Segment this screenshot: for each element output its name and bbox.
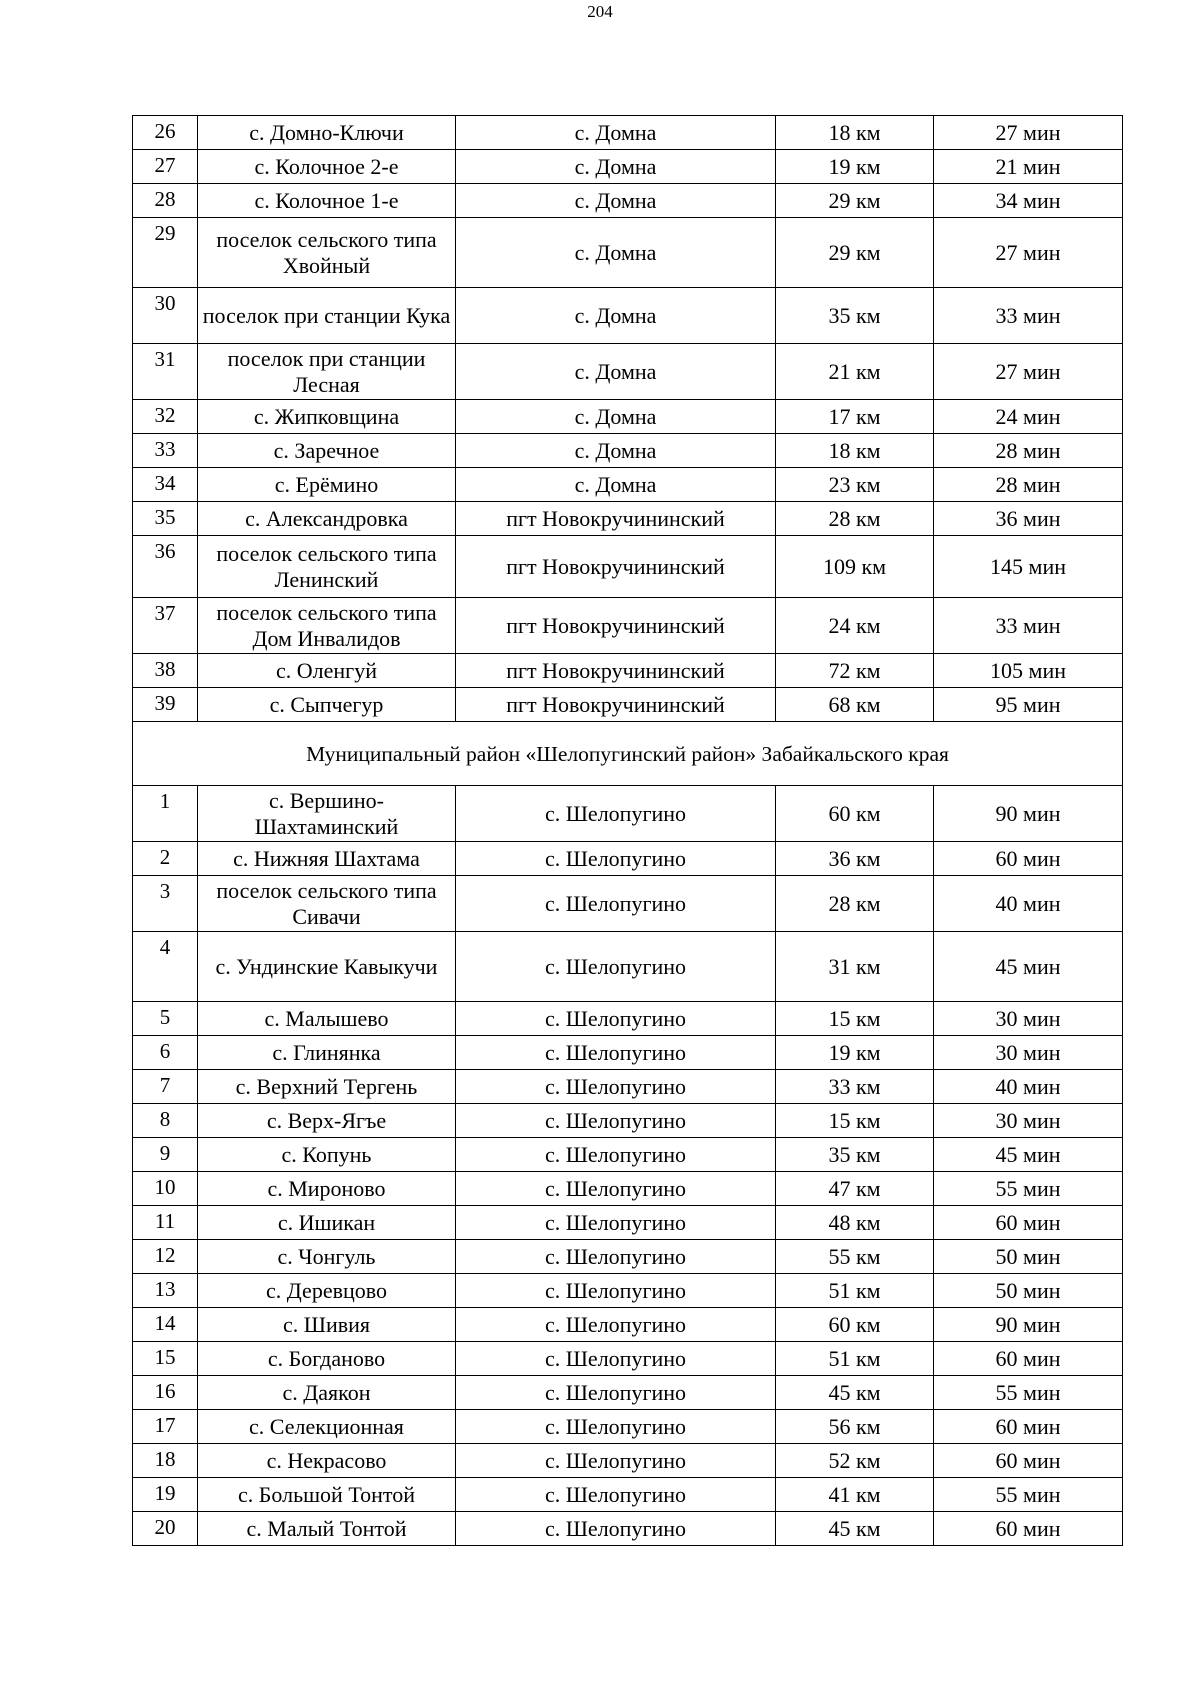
- cell-center: с. Домна: [456, 116, 776, 150]
- cell-num: 3: [133, 876, 198, 932]
- cell-num: 12: [133, 1240, 198, 1274]
- cell-distance: 35 км: [776, 1138, 934, 1172]
- table-row: [133, 502, 1123, 536]
- cell-settlement: с. Вершино-Шахтаминский: [198, 786, 456, 842]
- cell-distance: 56 км: [776, 1410, 934, 1444]
- cell-num: 37: [133, 598, 198, 654]
- cell-time: 60 мин: [934, 842, 1123, 876]
- cell-time: 30 мин: [934, 1002, 1123, 1036]
- cell-time: 33 мин: [934, 598, 1123, 654]
- cell-num: 28: [133, 184, 198, 218]
- cell-center: с. Шелопугино: [456, 1070, 776, 1104]
- table-row: [133, 1036, 1123, 1070]
- cell-time: 45 мин: [934, 1138, 1123, 1172]
- cell-settlement: с. Верх-Ягъе: [198, 1104, 456, 1138]
- cell-num: 30: [133, 288, 198, 344]
- table-row: [133, 842, 1123, 876]
- cell-distance: 19 км: [776, 1036, 934, 1070]
- table-row: [133, 1138, 1123, 1172]
- cell-distance: 23 км: [776, 468, 934, 502]
- table-row: [133, 1274, 1123, 1308]
- cell-center: с. Шелопугино: [456, 786, 776, 842]
- cell-time: 36 мин: [934, 502, 1123, 536]
- cell-num: 7: [133, 1070, 198, 1104]
- cell-time: 30 мин: [934, 1036, 1123, 1070]
- cell-center: с. Шелопугино: [456, 1138, 776, 1172]
- table-row: [133, 1512, 1123, 1546]
- cell-num: 8: [133, 1104, 198, 1138]
- cell-num: 13: [133, 1274, 198, 1308]
- cell-settlement: с. Малый Тонтой: [198, 1512, 456, 1546]
- cell-time: 55 мин: [934, 1478, 1123, 1512]
- cell-settlement: с. Оленгуй: [198, 654, 456, 688]
- cell-num: 38: [133, 654, 198, 688]
- cell-distance: 21 км: [776, 344, 934, 400]
- cell-settlement: с. Глинянка: [198, 1036, 456, 1070]
- table-row: [133, 116, 1123, 150]
- cell-settlement: с. Жипковщина: [198, 400, 456, 434]
- cell-distance: 35 км: [776, 288, 934, 344]
- table-row: [133, 1444, 1123, 1478]
- cell-time: 105 мин: [934, 654, 1123, 688]
- cell-time: 60 мин: [934, 1410, 1123, 1444]
- table-row: [133, 1172, 1123, 1206]
- cell-distance: 45 км: [776, 1512, 934, 1546]
- cell-settlement: с. Некрасово: [198, 1444, 456, 1478]
- cell-time: 21 мин: [934, 150, 1123, 184]
- cell-num: 1: [133, 786, 198, 842]
- cell-distance: 33 км: [776, 1070, 934, 1104]
- cell-center: пгт Новокручининский: [456, 688, 776, 722]
- cell-distance: 52 км: [776, 1444, 934, 1478]
- cell-num: 20: [133, 1512, 198, 1546]
- cell-num: 11: [133, 1206, 198, 1240]
- table-row: [133, 1002, 1123, 1036]
- cell-settlement: с. Шивия: [198, 1308, 456, 1342]
- table-row: [133, 1240, 1123, 1274]
- table-row: [133, 344, 1123, 400]
- cell-settlement: с. Колочное 1-е: [198, 184, 456, 218]
- table-row: [133, 1308, 1123, 1342]
- cell-center: с. Шелопугино: [456, 1240, 776, 1274]
- cell-settlement: поселок сельского типа Хвойный: [198, 218, 456, 288]
- cell-center: пгт Новокручининский: [456, 536, 776, 598]
- cell-distance: 24 км: [776, 598, 934, 654]
- cell-distance: 31 км: [776, 932, 934, 1002]
- table-row: [133, 1478, 1123, 1512]
- cell-center: с. Шелопугино: [456, 1172, 776, 1206]
- table-row: [133, 288, 1123, 344]
- cell-distance: 109 км: [776, 536, 934, 598]
- cell-settlement: с. Сыпчегур: [198, 688, 456, 722]
- cell-distance: 60 км: [776, 786, 934, 842]
- cell-time: 33 мин: [934, 288, 1123, 344]
- cell-center: с. Домна: [456, 400, 776, 434]
- settlements-table: [132, 115, 1123, 1546]
- cell-center: пгт Новокручининский: [456, 502, 776, 536]
- cell-num: 15: [133, 1342, 198, 1376]
- cell-time: 55 мин: [934, 1172, 1123, 1206]
- cell-time: 45 мин: [934, 932, 1123, 1002]
- cell-distance: 51 км: [776, 1274, 934, 1308]
- cell-num: 9: [133, 1138, 198, 1172]
- cell-distance: 18 км: [776, 116, 934, 150]
- section-header-row: [133, 722, 1123, 786]
- cell-time: 60 мин: [934, 1342, 1123, 1376]
- table-row: [133, 1410, 1123, 1444]
- table-row: [133, 150, 1123, 184]
- cell-center: с. Домна: [456, 468, 776, 502]
- cell-settlement: с. Большой Тонтой: [198, 1478, 456, 1512]
- cell-distance: 15 км: [776, 1104, 934, 1138]
- table-row: [133, 1376, 1123, 1410]
- cell-num: 10: [133, 1172, 198, 1206]
- cell-settlement: с. Домно-Ключи: [198, 116, 456, 150]
- table-row: [133, 1206, 1123, 1240]
- cell-time: 27 мин: [934, 116, 1123, 150]
- cell-settlement: с. Селекционная: [198, 1410, 456, 1444]
- cell-num: 36: [133, 536, 198, 598]
- cell-num: 33: [133, 434, 198, 468]
- table-row: [133, 1104, 1123, 1138]
- cell-time: 24 мин: [934, 400, 1123, 434]
- cell-settlement: с. Верхний Тергень: [198, 1070, 456, 1104]
- cell-distance: 41 км: [776, 1478, 934, 1512]
- cell-center: с. Шелопугино: [456, 1376, 776, 1410]
- cell-center: пгт Новокручининский: [456, 598, 776, 654]
- cell-settlement: с. Заречное: [198, 434, 456, 468]
- cell-time: 40 мин: [934, 1070, 1123, 1104]
- cell-center: с. Шелопугино: [456, 1036, 776, 1070]
- cell-time: 27 мин: [934, 344, 1123, 400]
- table-row: [133, 786, 1123, 842]
- cell-num: 29: [133, 218, 198, 288]
- cell-center: с. Шелопугино: [456, 1104, 776, 1138]
- cell-center: с. Шелопугино: [456, 1478, 776, 1512]
- table-row: [133, 688, 1123, 722]
- cell-settlement: с. Ундинские Кавыкучи: [198, 932, 456, 1002]
- cell-num: 17: [133, 1410, 198, 1444]
- table-row: [133, 1070, 1123, 1104]
- cell-time: 145 мин: [934, 536, 1123, 598]
- cell-distance: 51 км: [776, 1342, 934, 1376]
- cell-settlement: с. Мироново: [198, 1172, 456, 1206]
- table-row: [133, 536, 1123, 598]
- cell-center: пгт Новокручининский: [456, 654, 776, 688]
- table-row: [133, 218, 1123, 288]
- table-row: [133, 468, 1123, 502]
- cell-time: 34 мин: [934, 184, 1123, 218]
- cell-distance: 48 км: [776, 1206, 934, 1240]
- cell-distance: 28 км: [776, 876, 934, 932]
- cell-settlement: с. Даякон: [198, 1376, 456, 1410]
- cell-settlement: с. Нижняя Шахтама: [198, 842, 456, 876]
- cell-time: 95 мин: [934, 688, 1123, 722]
- cell-settlement: поселок при станции Лесная: [198, 344, 456, 400]
- page-number: 204: [587, 2, 613, 21]
- cell-num: 19: [133, 1478, 198, 1512]
- table-row: [133, 876, 1123, 932]
- cell-center: с. Домна: [456, 218, 776, 288]
- cell-center: с. Шелопугино: [456, 1206, 776, 1240]
- cell-num: 39: [133, 688, 198, 722]
- cell-settlement: поселок сельского типа Ленинский: [198, 536, 456, 598]
- cell-center: с. Домна: [456, 150, 776, 184]
- cell-time: 28 мин: [934, 434, 1123, 468]
- cell-center: с. Шелопугино: [456, 1308, 776, 1342]
- cell-distance: 47 км: [776, 1172, 934, 1206]
- cell-distance: 28 км: [776, 502, 934, 536]
- table-row: [133, 932, 1123, 1002]
- cell-time: 60 мин: [934, 1206, 1123, 1240]
- cell-distance: 36 км: [776, 842, 934, 876]
- cell-settlement: с. Деревцово: [198, 1274, 456, 1308]
- cell-num: 18: [133, 1444, 198, 1478]
- cell-settlement: с. Ишикан: [198, 1206, 456, 1240]
- cell-time: 90 мин: [934, 786, 1123, 842]
- cell-distance: 29 км: [776, 218, 934, 288]
- cell-time: 55 мин: [934, 1376, 1123, 1410]
- cell-center: с. Домна: [456, 184, 776, 218]
- cell-settlement: с. Александровка: [198, 502, 456, 536]
- cell-settlement: поселок сельского типа Сивачи: [198, 876, 456, 932]
- cell-time: 50 мин: [934, 1274, 1123, 1308]
- cell-num: 2: [133, 842, 198, 876]
- cell-distance: 60 км: [776, 1308, 934, 1342]
- cell-distance: 29 км: [776, 184, 934, 218]
- cell-center: с. Шелопугино: [456, 876, 776, 932]
- cell-settlement: с. Копунь: [198, 1138, 456, 1172]
- table-row: [133, 400, 1123, 434]
- cell-distance: 72 км: [776, 654, 934, 688]
- cell-distance: 19 км: [776, 150, 934, 184]
- cell-num: 32: [133, 400, 198, 434]
- cell-time: 27 мин: [934, 218, 1123, 288]
- cell-settlement: поселок сельского типа Дом Инвалидов: [198, 598, 456, 654]
- cell-distance: 45 км: [776, 1376, 934, 1410]
- cell-center: с. Шелопугино: [456, 1410, 776, 1444]
- table-row: [133, 654, 1123, 688]
- cell-time: 60 мин: [934, 1444, 1123, 1478]
- cell-settlement: с. Ерёмино: [198, 468, 456, 502]
- cell-center: с. Домна: [456, 434, 776, 468]
- cell-center: с. Шелопугино: [456, 932, 776, 1002]
- cell-settlement: с. Колочное 2-е: [198, 150, 456, 184]
- cell-center: с. Шелопугино: [456, 842, 776, 876]
- section-title: Муниципальный район «Шелопугинский район» Забайкальского края: [133, 722, 1123, 786]
- cell-center: с. Домна: [456, 288, 776, 344]
- cell-time: 30 мин: [934, 1104, 1123, 1138]
- cell-num: 6: [133, 1036, 198, 1070]
- cell-center: с. Шелопугино: [456, 1444, 776, 1478]
- cell-num: 34: [133, 468, 198, 502]
- cell-num: 5: [133, 1002, 198, 1036]
- cell-num: 27: [133, 150, 198, 184]
- cell-time: 28 мин: [934, 468, 1123, 502]
- cell-time: 50 мин: [934, 1240, 1123, 1274]
- cell-num: 26: [133, 116, 198, 150]
- table-row: [133, 434, 1123, 468]
- table-body: [133, 116, 1123, 1546]
- cell-settlement: с. Чонгуль: [198, 1240, 456, 1274]
- table-row: [133, 598, 1123, 654]
- cell-settlement: поселок при станции Кука: [198, 288, 456, 344]
- cell-time: 40 мин: [934, 876, 1123, 932]
- table-row: [133, 184, 1123, 218]
- cell-center: с. Шелопугино: [456, 1342, 776, 1376]
- cell-distance: 17 км: [776, 400, 934, 434]
- cell-center: с. Шелопугино: [456, 1274, 776, 1308]
- cell-num: 4: [133, 932, 198, 1002]
- cell-center: с. Шелопугино: [456, 1002, 776, 1036]
- cell-num: 35: [133, 502, 198, 536]
- cell-num: 16: [133, 1376, 198, 1410]
- cell-num: 14: [133, 1308, 198, 1342]
- cell-center: с. Шелопугино: [456, 1512, 776, 1546]
- cell-center: с. Домна: [456, 344, 776, 400]
- cell-settlement: с. Малышево: [198, 1002, 456, 1036]
- cell-time: 90 мин: [934, 1308, 1123, 1342]
- cell-time: 60 мин: [934, 1512, 1123, 1546]
- cell-settlement: с. Богданово: [198, 1342, 456, 1376]
- cell-distance: 18 км: [776, 434, 934, 468]
- cell-distance: 55 км: [776, 1240, 934, 1274]
- cell-distance: 15 км: [776, 1002, 934, 1036]
- cell-num: 31: [133, 344, 198, 400]
- cell-distance: 68 км: [776, 688, 934, 722]
- table-row: [133, 1342, 1123, 1376]
